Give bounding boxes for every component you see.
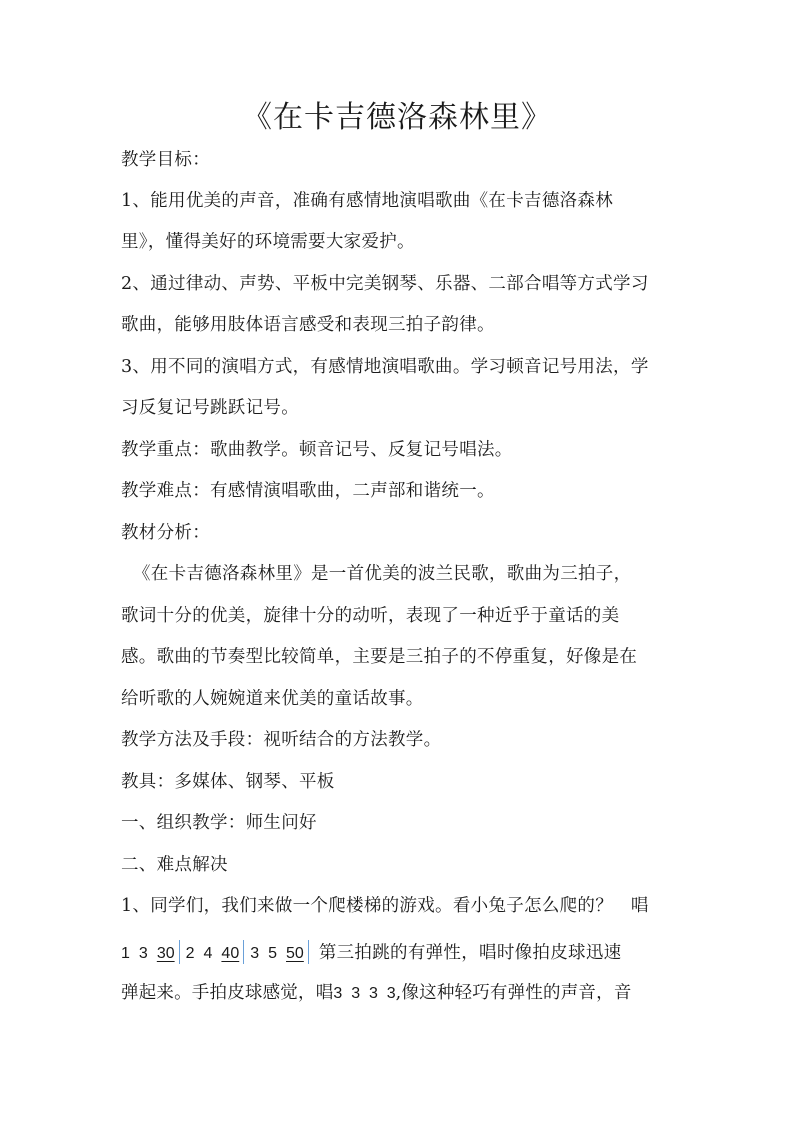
bar-line [179, 940, 180, 964]
section-heading-analysis: 教材分析： [121, 523, 210, 543]
note-underlined: 50 [286, 945, 304, 962]
section-heading-objectives: 教学目标： [121, 150, 210, 170]
paragraph-line: 里》，懂得美好的环境需要大家爱护。 [121, 232, 415, 252]
note-sequence: 3 3 3 3 [333, 985, 396, 1002]
paragraph-line: 1、同学们，我们来做一个爬楼梯的游戏。看小兔子怎么爬的？ 唱 [121, 896, 649, 916]
bar-line [308, 940, 309, 964]
note: 3 [138, 945, 148, 962]
section-heading-difficulties: 二、难点解决 [121, 855, 228, 875]
paragraph-line: 给听歌的人婉婉道来优美的童话故事。 [121, 689, 424, 709]
paragraph-line [121, 981, 632, 1006]
note-underlined: 40 [221, 945, 240, 962]
section-heading-organization: 一、组织教学：师生问好 [121, 813, 317, 833]
note: 3 [250, 945, 260, 962]
paragraph-line: 歌词十分的优美，旋律十分的动听，表现了一种近乎于童话的美 [121, 606, 620, 626]
notation-description: 第三拍跳的有弹性，唱时像拍皮球迅速 [318, 943, 622, 963]
key-points-line: 教学重点：歌曲教学。顿音记号、反复记号唱法。 [121, 440, 513, 460]
paragraph-line: 习反复记号跳跃记号。 [121, 398, 299, 418]
note: 1 [121, 945, 130, 962]
bar-line [243, 940, 244, 964]
paragraph-line: 《在卡吉德洛森林里》是一首优美的波兰民歌，歌曲为三拍子， [133, 564, 632, 584]
difficult-points-line: 教学难点：有感情演唱歌曲，二声部和谐统一。 [121, 481, 495, 501]
paragraph-line: 歌曲，能够用肢体语言感受和表现三拍子韵律。 [121, 315, 495, 335]
note: 2 [185, 945, 195, 962]
notation-line [121, 940, 621, 966]
note: 5 [268, 945, 278, 962]
methods-line: 教学方法及手段：视听结合的方法教学。 [121, 730, 442, 750]
paragraph-line: 感。歌曲的节奏型比较简单，主要是三拍子的不停重复，好像是在 [121, 647, 638, 667]
paragraph-line: 3、用不同的演唱方式，有感情地演唱歌曲。学习顿音记号用法，学 [121, 357, 649, 377]
line-text-before: 弹起来。手拍皮球感觉，唱 [121, 983, 334, 1003]
note-underlined: 30 [156, 945, 175, 962]
paragraph-line: 1、能用优美的声音，准确有感情地演唱歌曲《在卡吉德洛森林 [121, 191, 614, 211]
document-title: 《在卡吉德洛森林里》 [242, 100, 552, 135]
note: 4 [203, 945, 213, 962]
line-text-after: ,像这种轻巧有弹性的声音，音 [395, 983, 632, 1003]
teaching-aids-line: 教具：多媒体、钢琴、平板 [121, 772, 335, 792]
paragraph-line: 2、通过律动、声势、平板中完美钢琴、乐器、二部合唱等方式学习 [121, 274, 649, 294]
